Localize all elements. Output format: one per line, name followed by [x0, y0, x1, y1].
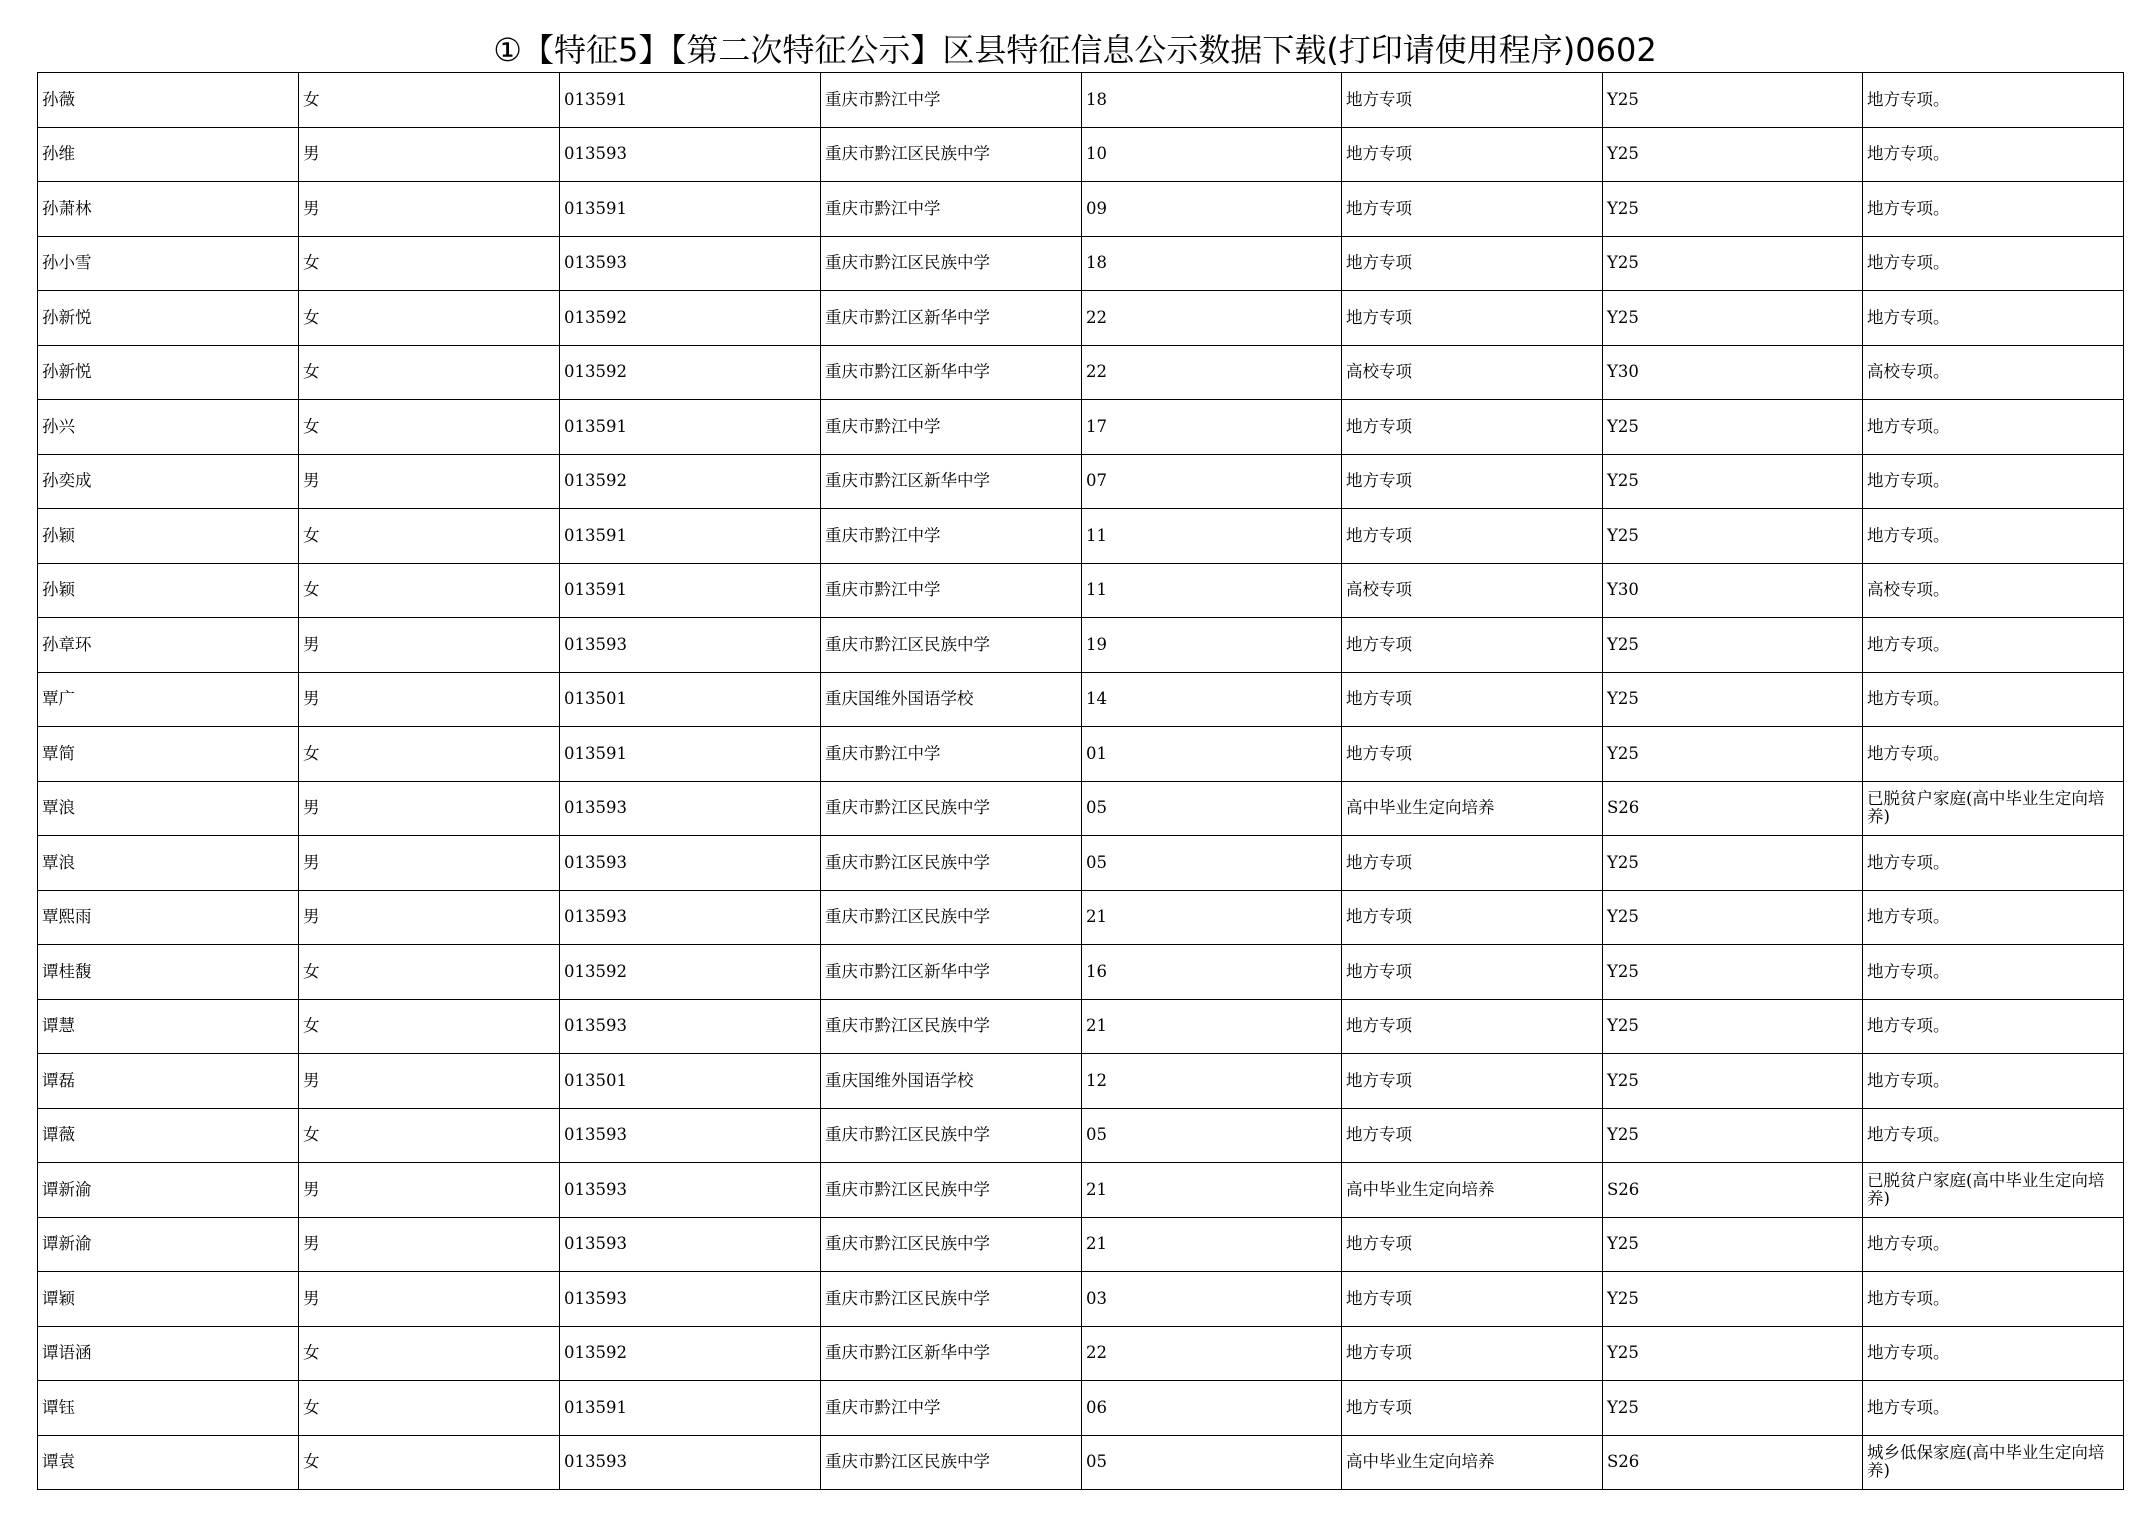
category-cell: 地方专项 — [1342, 509, 1603, 564]
table-row — [38, 618, 2124, 673]
school-code-cell: 013593 — [560, 1217, 821, 1272]
school-name-cell: 重庆市黔江区民族中学 — [821, 1217, 1082, 1272]
class-cell: 11 — [1082, 563, 1342, 618]
table-row — [38, 1435, 2124, 1490]
class-cell: 10 — [1082, 127, 1342, 182]
category-cell: 地方专项 — [1342, 73, 1603, 128]
school-name-cell: 重庆市黔江区新华中学 — [821, 454, 1082, 509]
school-code-cell: 013591 — [560, 1381, 821, 1436]
gender-cell: 男 — [299, 781, 560, 836]
school-name-cell: 重庆市黔江区民族中学 — [821, 890, 1082, 945]
class-cell: 03 — [1082, 1272, 1342, 1327]
remark-cell: 地方专项。 — [1863, 454, 2124, 509]
table-row — [38, 945, 2124, 1000]
name-cell: 孙萧林 — [38, 182, 299, 237]
category-cell: 高中毕业生定向培养 — [1342, 781, 1603, 836]
class-cell: 11 — [1082, 509, 1342, 564]
school-name-cell: 重庆市黔江中学 — [821, 509, 1082, 564]
category-code-cell: Y25 — [1603, 1272, 1863, 1327]
remark-cell: 地方专项。 — [1863, 291, 2124, 346]
name-cell: 孙兴 — [38, 400, 299, 455]
remark-cell: 地方专项。 — [1863, 127, 2124, 182]
category-code-cell: Y25 — [1603, 672, 1863, 727]
name-cell: 孙颖 — [38, 509, 299, 564]
school-name-cell: 重庆市黔江区民族中学 — [821, 999, 1082, 1054]
category-cell: 高校专项 — [1342, 345, 1603, 400]
school-code-cell: 013592 — [560, 291, 821, 346]
table-row — [38, 999, 2124, 1054]
category-code-cell: Y25 — [1603, 836, 1863, 891]
table-row — [38, 454, 2124, 509]
name-cell: 谭新渝 — [38, 1217, 299, 1272]
category-cell: 地方专项 — [1342, 618, 1603, 673]
school-name-cell: 重庆市黔江区民族中学 — [821, 836, 1082, 891]
table-row — [38, 1272, 2124, 1327]
category-cell: 地方专项 — [1342, 454, 1603, 509]
category-cell: 地方专项 — [1342, 400, 1603, 455]
school-name-cell: 重庆国维外国语学校 — [821, 1054, 1082, 1109]
class-cell: 05 — [1082, 1435, 1342, 1490]
category-cell: 地方专项 — [1342, 945, 1603, 1000]
category-code-cell: S26 — [1603, 1163, 1863, 1218]
gender-cell: 男 — [299, 1272, 560, 1327]
remark-cell: 地方专项。 — [1863, 73, 2124, 128]
category-cell: 地方专项 — [1342, 236, 1603, 291]
class-cell: 21 — [1082, 999, 1342, 1054]
gender-cell: 女 — [299, 945, 560, 1000]
name-cell: 谭薇 — [38, 1108, 299, 1163]
class-cell: 05 — [1082, 836, 1342, 891]
category-cell: 地方专项 — [1342, 836, 1603, 891]
class-cell: 21 — [1082, 890, 1342, 945]
table-row — [38, 1163, 2124, 1218]
name-cell: 谭钰 — [38, 1381, 299, 1436]
class-cell: 22 — [1082, 291, 1342, 346]
remark-cell: 城乡低保家庭(高中毕业生定向培养) — [1863, 1435, 2124, 1490]
remark-cell: 地方专项。 — [1863, 1381, 2124, 1436]
remark-cell: 地方专项。 — [1863, 236, 2124, 291]
remark-cell: 高校专项。 — [1863, 563, 2124, 618]
class-cell: 19 — [1082, 618, 1342, 673]
category-cell: 地方专项 — [1342, 1054, 1603, 1109]
school-code-cell: 013593 — [560, 999, 821, 1054]
school-code-cell: 013501 — [560, 672, 821, 727]
table-row — [38, 1217, 2124, 1272]
category-code-cell: Y25 — [1603, 1108, 1863, 1163]
school-code-cell: 013591 — [560, 182, 821, 237]
category-code-cell: Y25 — [1603, 999, 1863, 1054]
table-row — [38, 400, 2124, 455]
table-row — [38, 563, 2124, 618]
name-cell: 覃广 — [38, 672, 299, 727]
category-code-cell: Y25 — [1603, 1217, 1863, 1272]
school-code-cell: 013592 — [560, 454, 821, 509]
class-cell: 09 — [1082, 182, 1342, 237]
gender-cell: 女 — [299, 1108, 560, 1163]
category-cell: 地方专项 — [1342, 1217, 1603, 1272]
category-cell: 地方专项 — [1342, 1326, 1603, 1381]
remark-cell: 地方专项。 — [1863, 727, 2124, 782]
school-code-cell: 013593 — [560, 890, 821, 945]
gender-cell: 女 — [299, 509, 560, 564]
name-cell: 孙小雪 — [38, 236, 299, 291]
table-row — [38, 1381, 2124, 1436]
school-code-cell: 013593 — [560, 618, 821, 673]
table-row — [38, 236, 2124, 291]
category-cell: 地方专项 — [1342, 1381, 1603, 1436]
school-code-cell: 013591 — [560, 727, 821, 782]
category-code-cell: Y25 — [1603, 945, 1863, 1000]
gender-cell: 女 — [299, 563, 560, 618]
school-name-cell: 重庆市黔江区民族中学 — [821, 1272, 1082, 1327]
school-code-cell: 013593 — [560, 1435, 821, 1490]
name-cell: 覃浪 — [38, 781, 299, 836]
gender-cell: 男 — [299, 127, 560, 182]
category-code-cell: Y25 — [1603, 73, 1863, 128]
school-code-cell: 013591 — [560, 400, 821, 455]
remark-cell: 地方专项。 — [1863, 836, 2124, 891]
gender-cell: 男 — [299, 890, 560, 945]
category-code-cell: Y30 — [1603, 345, 1863, 400]
category-code-cell: Y25 — [1603, 890, 1863, 945]
class-cell: 05 — [1082, 1108, 1342, 1163]
class-cell: 22 — [1082, 345, 1342, 400]
remark-cell: 已脱贫户家庭(高中毕业生定向培养) — [1863, 1163, 2124, 1218]
gender-cell: 女 — [299, 236, 560, 291]
class-cell: 12 — [1082, 1054, 1342, 1109]
gender-cell: 男 — [299, 1217, 560, 1272]
remark-cell: 已脱贫户家庭(高中毕业生定向培养) — [1863, 781, 2124, 836]
table-row — [38, 781, 2124, 836]
school-name-cell: 重庆市黔江区新华中学 — [821, 1326, 1082, 1381]
school-name-cell: 重庆市黔江中学 — [821, 400, 1082, 455]
table-row — [38, 890, 2124, 945]
table-row — [38, 73, 2124, 128]
gender-cell: 女 — [299, 1326, 560, 1381]
school-name-cell: 重庆市黔江区民族中学 — [821, 781, 1082, 836]
table-row — [38, 727, 2124, 782]
school-name-cell: 重庆市黔江中学 — [821, 73, 1082, 128]
school-code-cell: 013592 — [560, 945, 821, 1000]
class-cell: 17 — [1082, 400, 1342, 455]
class-cell: 22 — [1082, 1326, 1342, 1381]
remark-cell: 地方专项。 — [1863, 1108, 2124, 1163]
name-cell: 孙章环 — [38, 618, 299, 673]
name-cell: 谭袁 — [38, 1435, 299, 1490]
category-code-cell: Y25 — [1603, 236, 1863, 291]
category-cell: 高中毕业生定向培养 — [1342, 1163, 1603, 1218]
page-title: ①【特征5】【第二次特征公示】区县特征信息公示数据下载(打印请使用程序)0602 — [493, 31, 1657, 69]
category-code-cell: Y25 — [1603, 127, 1863, 182]
category-code-cell: Y25 — [1603, 1054, 1863, 1109]
remark-cell: 高校专项。 — [1863, 345, 2124, 400]
class-cell: 21 — [1082, 1163, 1342, 1218]
school-code-cell: 013593 — [560, 781, 821, 836]
class-cell: 14 — [1082, 672, 1342, 727]
school-name-cell: 重庆市黔江区民族中学 — [821, 1108, 1082, 1163]
gender-cell: 男 — [299, 1163, 560, 1218]
name-cell: 谭语涵 — [38, 1326, 299, 1381]
category-cell: 地方专项 — [1342, 672, 1603, 727]
remark-cell: 地方专项。 — [1863, 890, 2124, 945]
remark-cell: 地方专项。 — [1863, 1272, 2124, 1327]
name-cell: 谭新渝 — [38, 1163, 299, 1218]
name-cell: 谭磊 — [38, 1054, 299, 1109]
category-code-cell: Y25 — [1603, 182, 1863, 237]
category-code-cell: Y30 — [1603, 563, 1863, 618]
school-code-cell: 013592 — [560, 345, 821, 400]
gender-cell: 女 — [299, 400, 560, 455]
category-cell: 地方专项 — [1342, 182, 1603, 237]
table-row — [38, 1054, 2124, 1109]
name-cell: 孙新悦 — [38, 291, 299, 346]
gender-cell: 男 — [299, 454, 560, 509]
school-name-cell: 重庆市黔江中学 — [821, 182, 1082, 237]
table-row — [38, 836, 2124, 891]
gender-cell: 男 — [299, 182, 560, 237]
remark-cell: 地方专项。 — [1863, 945, 2124, 1000]
remark-cell: 地方专项。 — [1863, 1054, 2124, 1109]
category-code-cell: Y25 — [1603, 1381, 1863, 1436]
category-cell: 地方专项 — [1342, 1108, 1603, 1163]
category-cell: 高校专项 — [1342, 563, 1603, 618]
category-code-cell: Y25 — [1603, 618, 1863, 673]
gender-cell: 男 — [299, 1054, 560, 1109]
remark-cell: 地方专项。 — [1863, 1326, 2124, 1381]
school-code-cell: 013501 — [560, 1054, 821, 1109]
name-cell: 谭桂馥 — [38, 945, 299, 1000]
school-name-cell: 重庆市黔江中学 — [821, 1381, 1082, 1436]
category-code-cell: Y25 — [1603, 1326, 1863, 1381]
gender-cell: 女 — [299, 1381, 560, 1436]
class-cell: 18 — [1082, 236, 1342, 291]
table-row — [38, 345, 2124, 400]
class-cell: 21 — [1082, 1217, 1342, 1272]
school-code-cell: 013591 — [560, 73, 821, 128]
school-code-cell: 013593 — [560, 1272, 821, 1327]
school-name-cell: 重庆市黔江区新华中学 — [821, 945, 1082, 1000]
school-name-cell: 重庆市黔江中学 — [821, 727, 1082, 782]
remark-cell: 地方专项。 — [1863, 618, 2124, 673]
gender-cell: 男 — [299, 836, 560, 891]
category-code-cell: Y25 — [1603, 454, 1863, 509]
category-cell: 地方专项 — [1342, 727, 1603, 782]
category-code-cell: S26 — [1603, 1435, 1863, 1490]
gender-cell: 男 — [299, 672, 560, 727]
school-name-cell: 重庆市黔江中学 — [821, 563, 1082, 618]
remark-cell: 地方专项。 — [1863, 400, 2124, 455]
class-cell: 05 — [1082, 781, 1342, 836]
school-code-cell: 013593 — [560, 1163, 821, 1218]
category-code-cell: Y25 — [1603, 509, 1863, 564]
name-cell: 孙颖 — [38, 563, 299, 618]
category-cell: 地方专项 — [1342, 890, 1603, 945]
name-cell: 覃熙雨 — [38, 890, 299, 945]
name-cell: 孙薇 — [38, 73, 299, 128]
remark-cell: 地方专项。 — [1863, 672, 2124, 727]
table-row — [38, 509, 2124, 564]
class-cell: 18 — [1082, 73, 1342, 128]
school-code-cell: 013593 — [560, 836, 821, 891]
category-cell: 地方专项 — [1342, 1272, 1603, 1327]
school-name-cell: 重庆市黔江区民族中学 — [821, 1435, 1082, 1490]
school-name-cell: 重庆国维外国语学校 — [821, 672, 1082, 727]
category-cell: 地方专项 — [1342, 127, 1603, 182]
school-code-cell: 013593 — [560, 127, 821, 182]
school-name-cell: 重庆市黔江区民族中学 — [821, 1163, 1082, 1218]
school-code-cell: 013593 — [560, 236, 821, 291]
gender-cell: 女 — [299, 727, 560, 782]
category-cell: 高中毕业生定向培养 — [1342, 1435, 1603, 1490]
category-code-cell: Y25 — [1603, 291, 1863, 346]
name-cell: 覃浪 — [38, 836, 299, 891]
table-body — [38, 73, 2124, 1490]
gender-cell: 女 — [299, 291, 560, 346]
gender-cell: 女 — [299, 1435, 560, 1490]
school-name-cell: 重庆市黔江区民族中学 — [821, 618, 1082, 673]
table-row — [38, 182, 2124, 237]
name-cell: 孙维 — [38, 127, 299, 182]
table-row — [38, 1108, 2124, 1163]
category-code-cell: Y25 — [1603, 400, 1863, 455]
name-cell: 孙奕成 — [38, 454, 299, 509]
name-cell: 谭慧 — [38, 999, 299, 1054]
school-code-cell: 013592 — [560, 1326, 821, 1381]
name-cell: 孙新悦 — [38, 345, 299, 400]
category-cell: 地方专项 — [1342, 291, 1603, 346]
class-cell: 07 — [1082, 454, 1342, 509]
class-cell: 06 — [1082, 1381, 1342, 1436]
school-code-cell: 013591 — [560, 509, 821, 564]
remark-cell: 地方专项。 — [1863, 1217, 2124, 1272]
gender-cell: 女 — [299, 73, 560, 128]
school-code-cell: 013593 — [560, 1108, 821, 1163]
gender-cell: 女 — [299, 999, 560, 1054]
class-cell: 01 — [1082, 727, 1342, 782]
gender-cell: 女 — [299, 345, 560, 400]
school-name-cell: 重庆市黔江区民族中学 — [821, 236, 1082, 291]
table-row — [38, 291, 2124, 346]
category-cell: 地方专项 — [1342, 999, 1603, 1054]
data-table — [37, 72, 2124, 1490]
name-cell: 覃简 — [38, 727, 299, 782]
school-name-cell: 重庆市黔江区民族中学 — [821, 127, 1082, 182]
school-name-cell: 重庆市黔江区新华中学 — [821, 291, 1082, 346]
remark-cell: 地方专项。 — [1863, 999, 2124, 1054]
gender-cell: 男 — [299, 618, 560, 673]
class-cell: 16 — [1082, 945, 1342, 1000]
category-code-cell: S26 — [1603, 781, 1863, 836]
category-code-cell: Y25 — [1603, 727, 1863, 782]
name-cell: 谭颖 — [38, 1272, 299, 1327]
remark-cell: 地方专项。 — [1863, 182, 2124, 237]
table-row — [38, 672, 2124, 727]
school-name-cell: 重庆市黔江区新华中学 — [821, 345, 1082, 400]
table-row — [38, 127, 2124, 182]
school-code-cell: 013591 — [560, 563, 821, 618]
remark-cell: 地方专项。 — [1863, 509, 2124, 564]
table-row — [38, 1326, 2124, 1381]
